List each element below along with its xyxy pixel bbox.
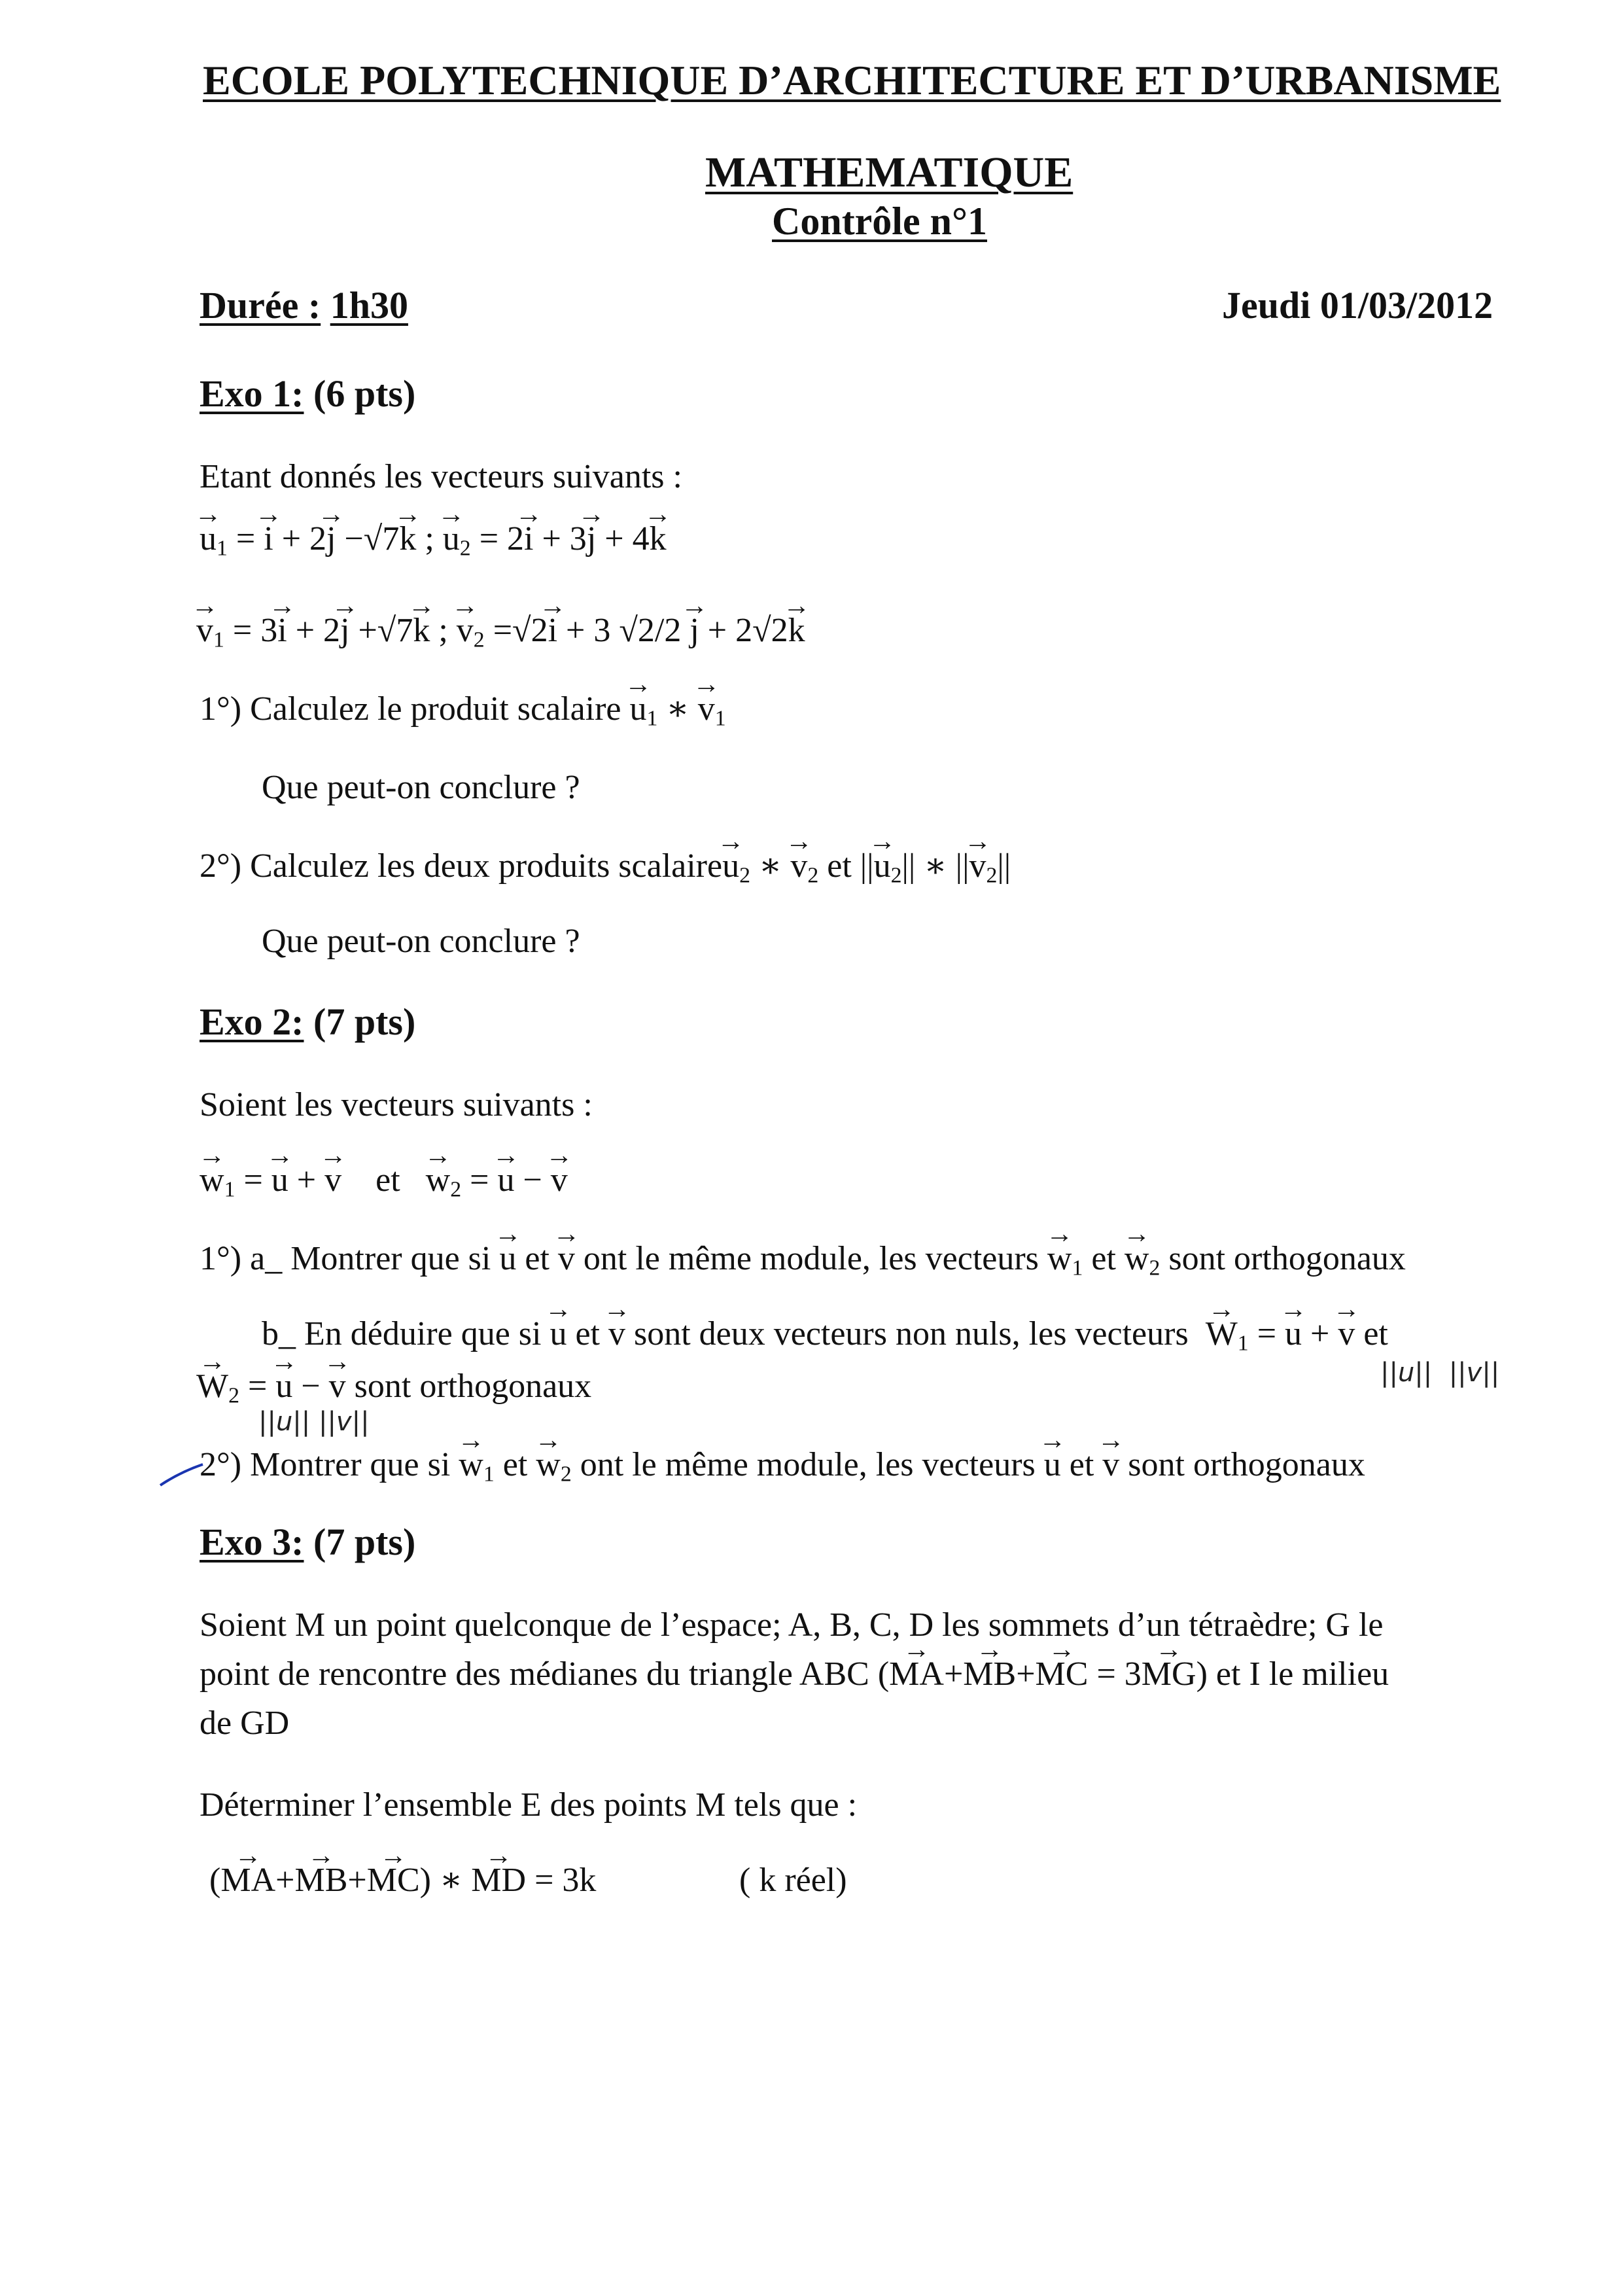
- exo2-points: (7 pts): [313, 1000, 416, 1043]
- exo3-line2-post: ) et I le milieu: [1196, 1655, 1389, 1693]
- exo3-title: Exo 3:: [200, 1521, 304, 1563]
- exo2-q1b-cont: → $W_2$ = → u − → v sont orthogonaux: [196, 1368, 591, 1408]
- exo2-q1a-post: ont le même module, les vecteurs: [583, 1240, 1039, 1277]
- exo2-q1b: b_ En déduire que si → u et → v sont deux vecteurs non nuls, les vecteurs → $W_1$ = → u + → v et: [262, 1315, 1388, 1356]
- exo3-line3: de GD: [200, 1704, 290, 1742]
- exo1-v-vectors: → $v_1 = 3\to i + 2\to j +√7\to k$ ; → $v_2 =√2\to i + 3$ √2/2 → j + 2√2→ k: [196, 612, 805, 652]
- duration: [200, 285, 408, 327]
- exo2-q1b-pre: b_ En déduire que si: [262, 1315, 542, 1352]
- exo2-heading: [200, 1001, 415, 1043]
- exo1-points: (6 pts): [313, 372, 416, 415]
- exo2-q1a: 1°) a_ Montrer que si → u et → v ont le même module, les vecteurs → $w_1$ et → $w_2$ sont orthogonaux: [200, 1240, 1406, 1280]
- blue-pen-mark: [157, 1453, 209, 1492]
- exo2-title: Exo 2:: [200, 1000, 304, 1043]
- exo3-equation: (→ MA+→ MB+→ MC) ∗ → MD = 3k: [209, 1862, 596, 1899]
- duration-value: 1h30: [330, 284, 408, 327]
- exo1-q2: 2°) Calculez les deux produits scalaire→ $u_2$ ∗ → $v_2$ et ||→ $u_2||$ ∗ ||→ $v_2||$: [200, 847, 1011, 888]
- exo2-intro: Soient les vecteurs suivants :: [200, 1086, 593, 1123]
- exo3-line2: point de rencontre des médianes du triangle ABC (→ MA+→ MB+→ MC = 3→ MG) et I le milieu: [200, 1655, 1389, 1693]
- control-title: Contrôle n°1: [772, 200, 987, 243]
- exo1-q2-follow: Que peut-on conclure ?: [262, 923, 580, 960]
- exo3-points: (7 pts): [313, 1521, 416, 1563]
- exo3-heading: [200, 1521, 415, 1563]
- exo2-q2-end: sont orthogonaux: [1128, 1446, 1365, 1483]
- exo1-intro: Etant donnés les vecteurs suivants :: [200, 458, 682, 495]
- exo1-q1: 1°) Calculez le produit scalaire → $u_1$ ∗ → $v_1$: [200, 690, 726, 731]
- exo1-q1-follow: Que peut-on conclure ?: [262, 769, 580, 806]
- duration-label: Durée :: [200, 284, 321, 327]
- exo2-q2-pre: 2°) Montrer que si: [200, 1446, 451, 1483]
- exo1-heading: [200, 373, 415, 415]
- subject-title: MATHEMATIQUE: [705, 149, 1073, 196]
- exo1-title: Exo 1:: [200, 372, 304, 415]
- handwritten-norm-u-v: ||u|| ||v||: [1380, 1358, 1500, 1388]
- exo2-definitions: → $w_1$ = → u + → v et → $w_2$ = → u − → v: [200, 1161, 568, 1202]
- exo3-line1: Soient M un point quelconque de l’espace; A, B, C, D les sommets d’un tétraèdre; G le: [200, 1606, 1384, 1644]
- exo3-line2-pre: point de rencontre des médianes du triangle ABC (: [200, 1655, 890, 1693]
- exo1-q1-text: 1°) Calculez le produit scalaire: [200, 690, 621, 728]
- exo2-q1a-mid: et: [525, 1240, 550, 1277]
- exo2-q1a-pre: 1°) a_ Montrer que si: [200, 1240, 491, 1277]
- school-name: ECOLE POLYTECHNIQUE D’ARCHITECTURE ET D’URBANISME: [203, 57, 1501, 103]
- handwritten-norm-u-v-2: ||u|| ||v||: [258, 1407, 370, 1437]
- exo1-q2-et: et: [827, 847, 852, 885]
- exo1-q2-text: 2°) Calculez les deux produits scalaire: [200, 847, 723, 885]
- exo3-k-note: ( k réel): [739, 1862, 847, 1899]
- exo2-q1b-end: sont orthogonaux: [354, 1368, 592, 1405]
- exam-date: Jeudi 01/03/2012: [1222, 284, 1493, 327]
- exo2-q1a-end: sont orthogonaux: [1168, 1240, 1406, 1277]
- exo2-q1b-mid: sont deux vecteurs non nuls, les vecteurs: [633, 1315, 1189, 1352]
- exo3-question: Déterminer l’ensemble E des points M tels que :: [200, 1786, 858, 1824]
- exo1-u-vectors: → $u_1$ = → i + 2→ j −√7→ k ; → $u_2 = 2\to i + 3\to j + 4\to k$: [200, 520, 667, 561]
- exo3-equation-right: = 3k: [534, 1862, 597, 1899]
- exo2-q2: 2°) Montrer que si → $w_1$ et → $w_2$ ont le même module, les vecteurs → u et → v sont orthogonaux: [200, 1446, 1365, 1487]
- exo2-q2-mid: ont le même module, les vecteurs: [580, 1446, 1036, 1483]
